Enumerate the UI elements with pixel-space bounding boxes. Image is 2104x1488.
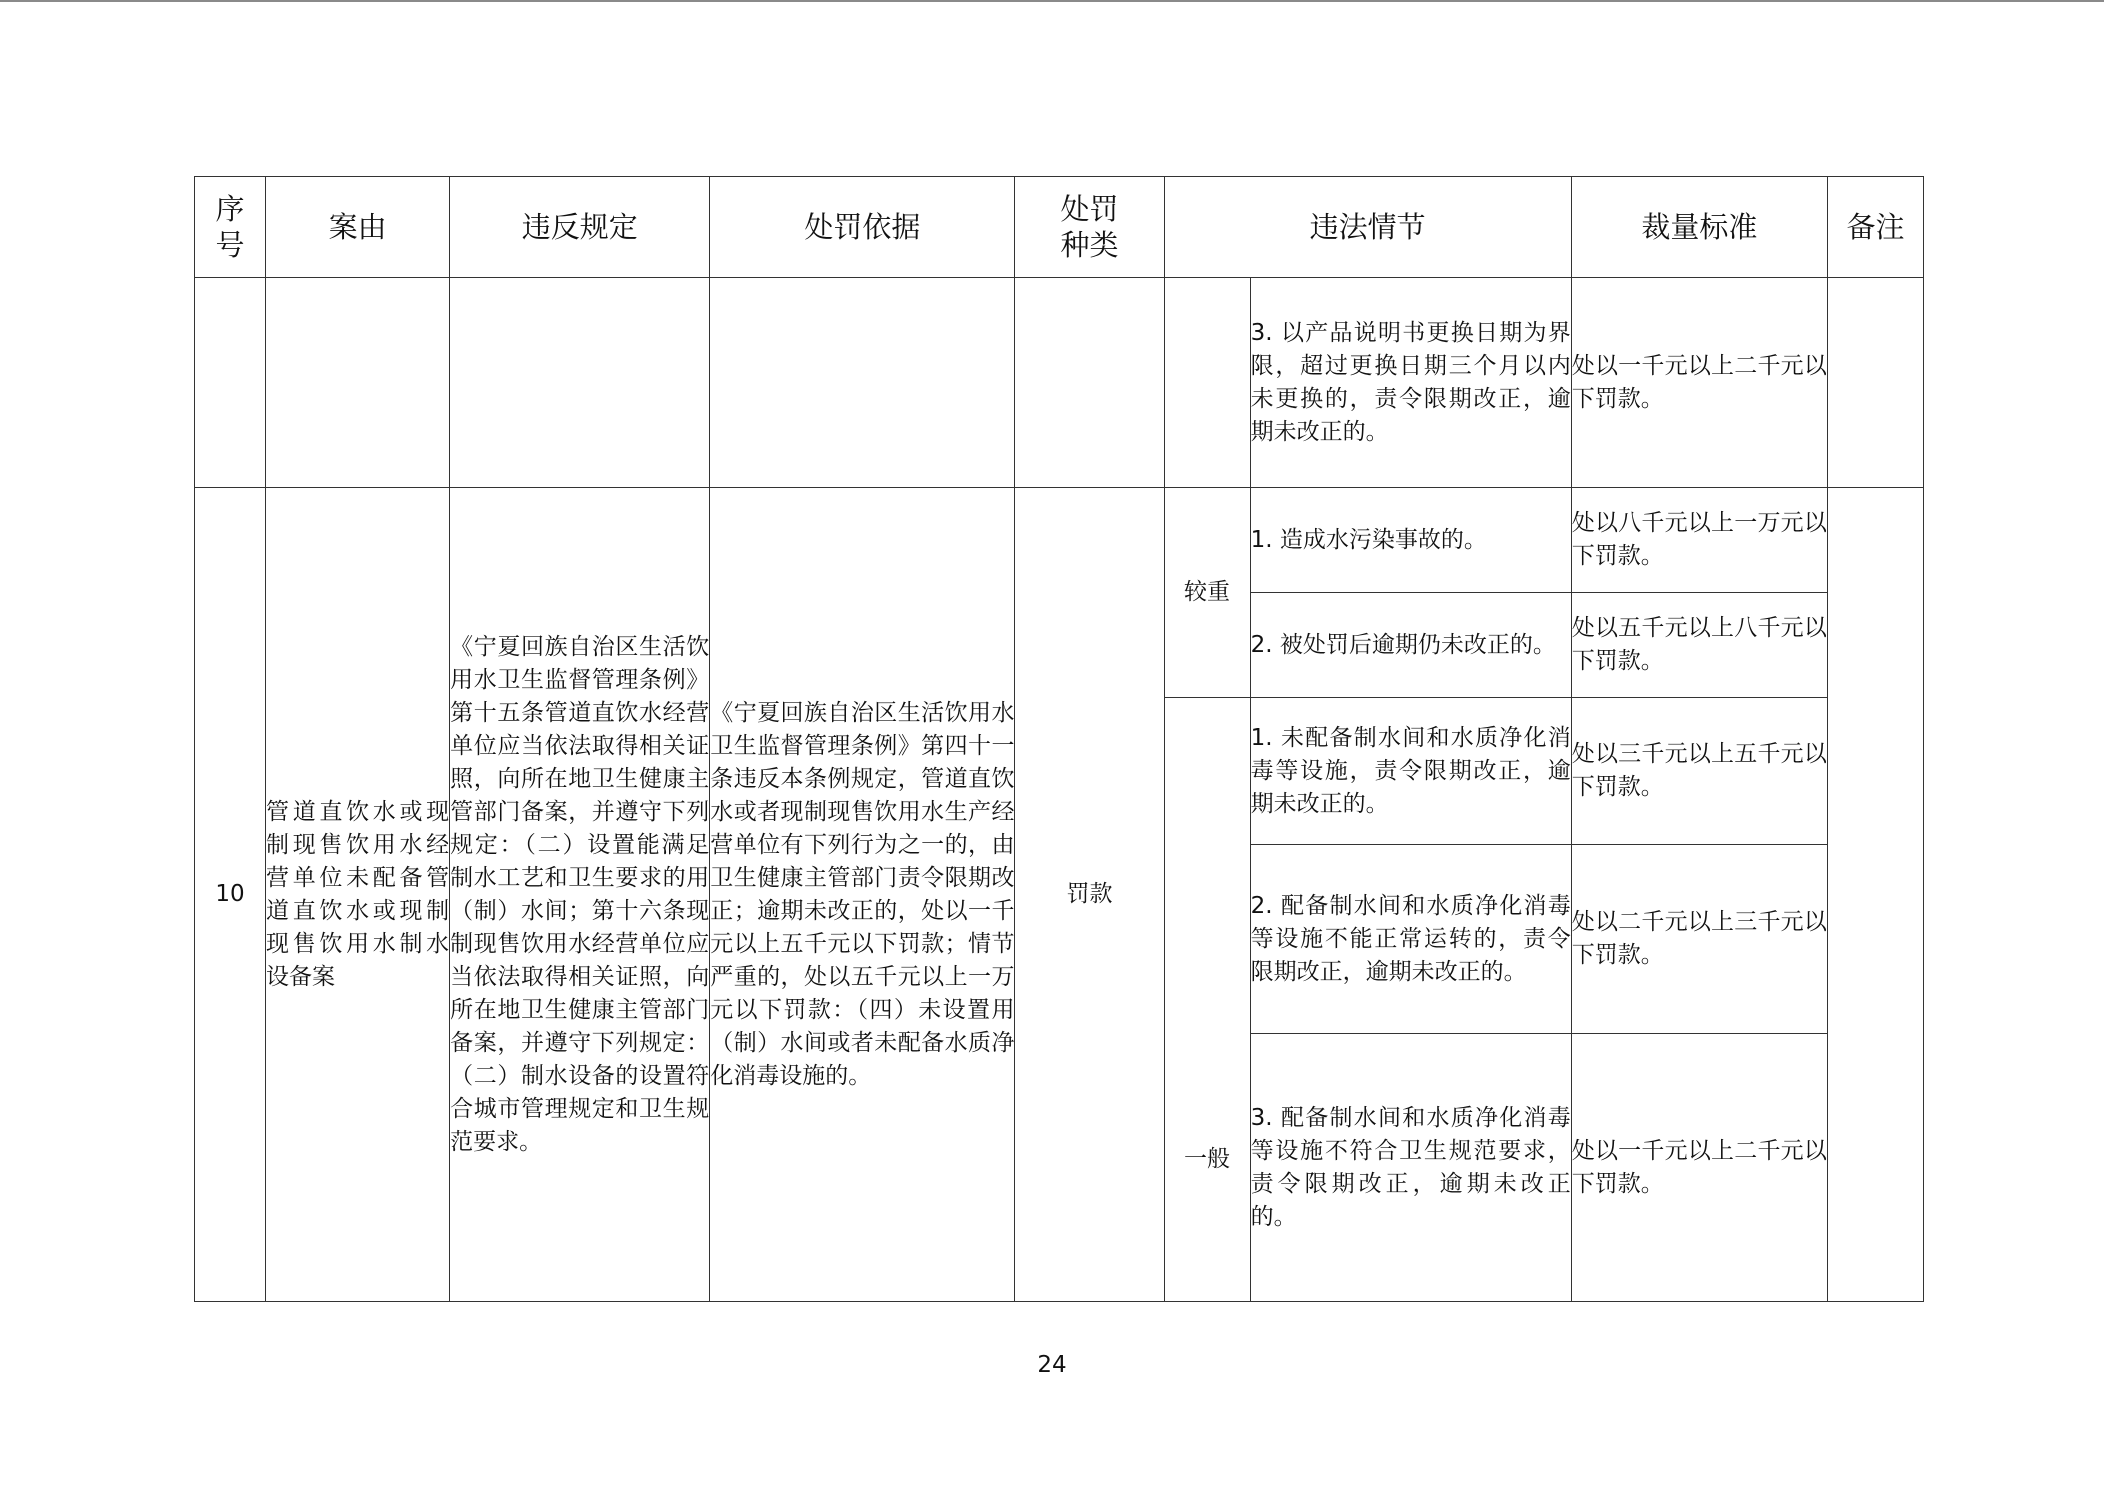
- header-kind: 处罚 种类: [1015, 177, 1164, 278]
- continued-kind-cell: [1015, 278, 1164, 488]
- row10-kind: 罚款: [1015, 488, 1164, 1302]
- item-standard: 处以八千元以上一万元以下罚款。: [1571, 488, 1827, 593]
- header-circumstance: 违法情节: [1164, 177, 1571, 278]
- item-standard: 处以三千元以上五千元以下罚款。: [1571, 698, 1827, 845]
- continued-remark-cell: [1827, 278, 1923, 488]
- page-top-rule: [0, 0, 2104, 2]
- item-circumstance: 2. 被处罚后逾期仍未改正的。: [1250, 593, 1571, 698]
- continued-row: [195, 278, 1924, 488]
- header-basis: 处罚依据: [710, 177, 1015, 278]
- header-rule: 违反规定: [450, 177, 710, 278]
- continued-case-cell: [266, 278, 450, 488]
- item-standard: 处以五千元以上八千元以下罚款。: [1571, 593, 1827, 698]
- header-case: 案由: [266, 177, 450, 278]
- level-general: 一般: [1164, 698, 1250, 1302]
- page-number: 24: [1037, 1352, 1067, 1378]
- item-circumstance: 1. 未配备制水间和水质净化消毒等设施，责令限期改正，逾期未改正的。: [1250, 698, 1571, 845]
- table-row: [195, 488, 1924, 593]
- continued-seq-cell: [195, 278, 266, 488]
- continued-standard: 处以一千元以上二千元以下罚款。: [1571, 278, 1827, 488]
- row10-remark: [1827, 488, 1923, 1302]
- item-standard: 处以二千元以上三千元以下罚款。: [1571, 845, 1827, 1034]
- continued-basis-cell: [710, 278, 1015, 488]
- header-remark: 备注: [1827, 177, 1923, 278]
- row10-seq: 10: [195, 488, 266, 1302]
- item-circumstance: 1. 造成水污染事故的。: [1250, 488, 1571, 593]
- header-row: [195, 177, 1924, 278]
- penalty-discretion-table: [194, 176, 1924, 1302]
- continued-circumstance: 3. 以产品说明书更换日期为界限，超过更换日期三个月以内未更换的，责令限期改正，逾期未改正的。: [1250, 278, 1571, 488]
- item-standard: 处以一千元以上二千元以下罚款。: [1571, 1034, 1827, 1302]
- row10-basis: 《宁夏回族自治区生活饮用水卫生监督管理条例》第四十一条违反本条例规定，管道直饮水或者现制现售饮用水生产经营单位有下列行为之一的，由卫生健康主管部门责令限期改正；逾期未改正的，处以一千元以上五千元以下罚款；情节严重的，处以五千元以上一万元以下罚款：（四）未设置用（制）水间或者未配备水质净化消毒设施的。: [710, 488, 1015, 1302]
- level-severe: 较重: [1164, 488, 1250, 698]
- item-circumstance: 3. 配备制水间和水质净化消毒等设施不符合卫生规范要求，责令限期改正，逾期未改正的。: [1250, 1034, 1571, 1302]
- row10-case: 管道直饮水或现制现售饮用水经营单位未配备管道直饮水或现制现售饮用水制水设备案: [266, 488, 450, 1302]
- header-standard: 裁量标准: [1571, 177, 1827, 278]
- header-seq: 序 号: [195, 177, 266, 278]
- continued-rule-cell: [450, 278, 710, 488]
- row10-rule: 《宁夏回族自治区生活饮用水卫生监督管理条例》第十五条管道直饮水经营单位应当依法取得相关证照，向所在地卫生健康主管部门备案，并遵守下列规定：（二）设置能满足制水工艺和卫生要求的用（制）水间；第十六条现制现售饮用水经营单位应当依法取得相关证照，向所在地卫生健康主管部门备案，并遵守下列规定：（二）制水设备的设置符合城市管理规定和卫生规范要求。: [450, 488, 710, 1302]
- item-circumstance: 2. 配备制水间和水质净化消毒等设施不能正常运转的，责令限期改正，逾期未改正的。: [1250, 845, 1571, 1034]
- continued-level-cell: [1164, 278, 1250, 488]
